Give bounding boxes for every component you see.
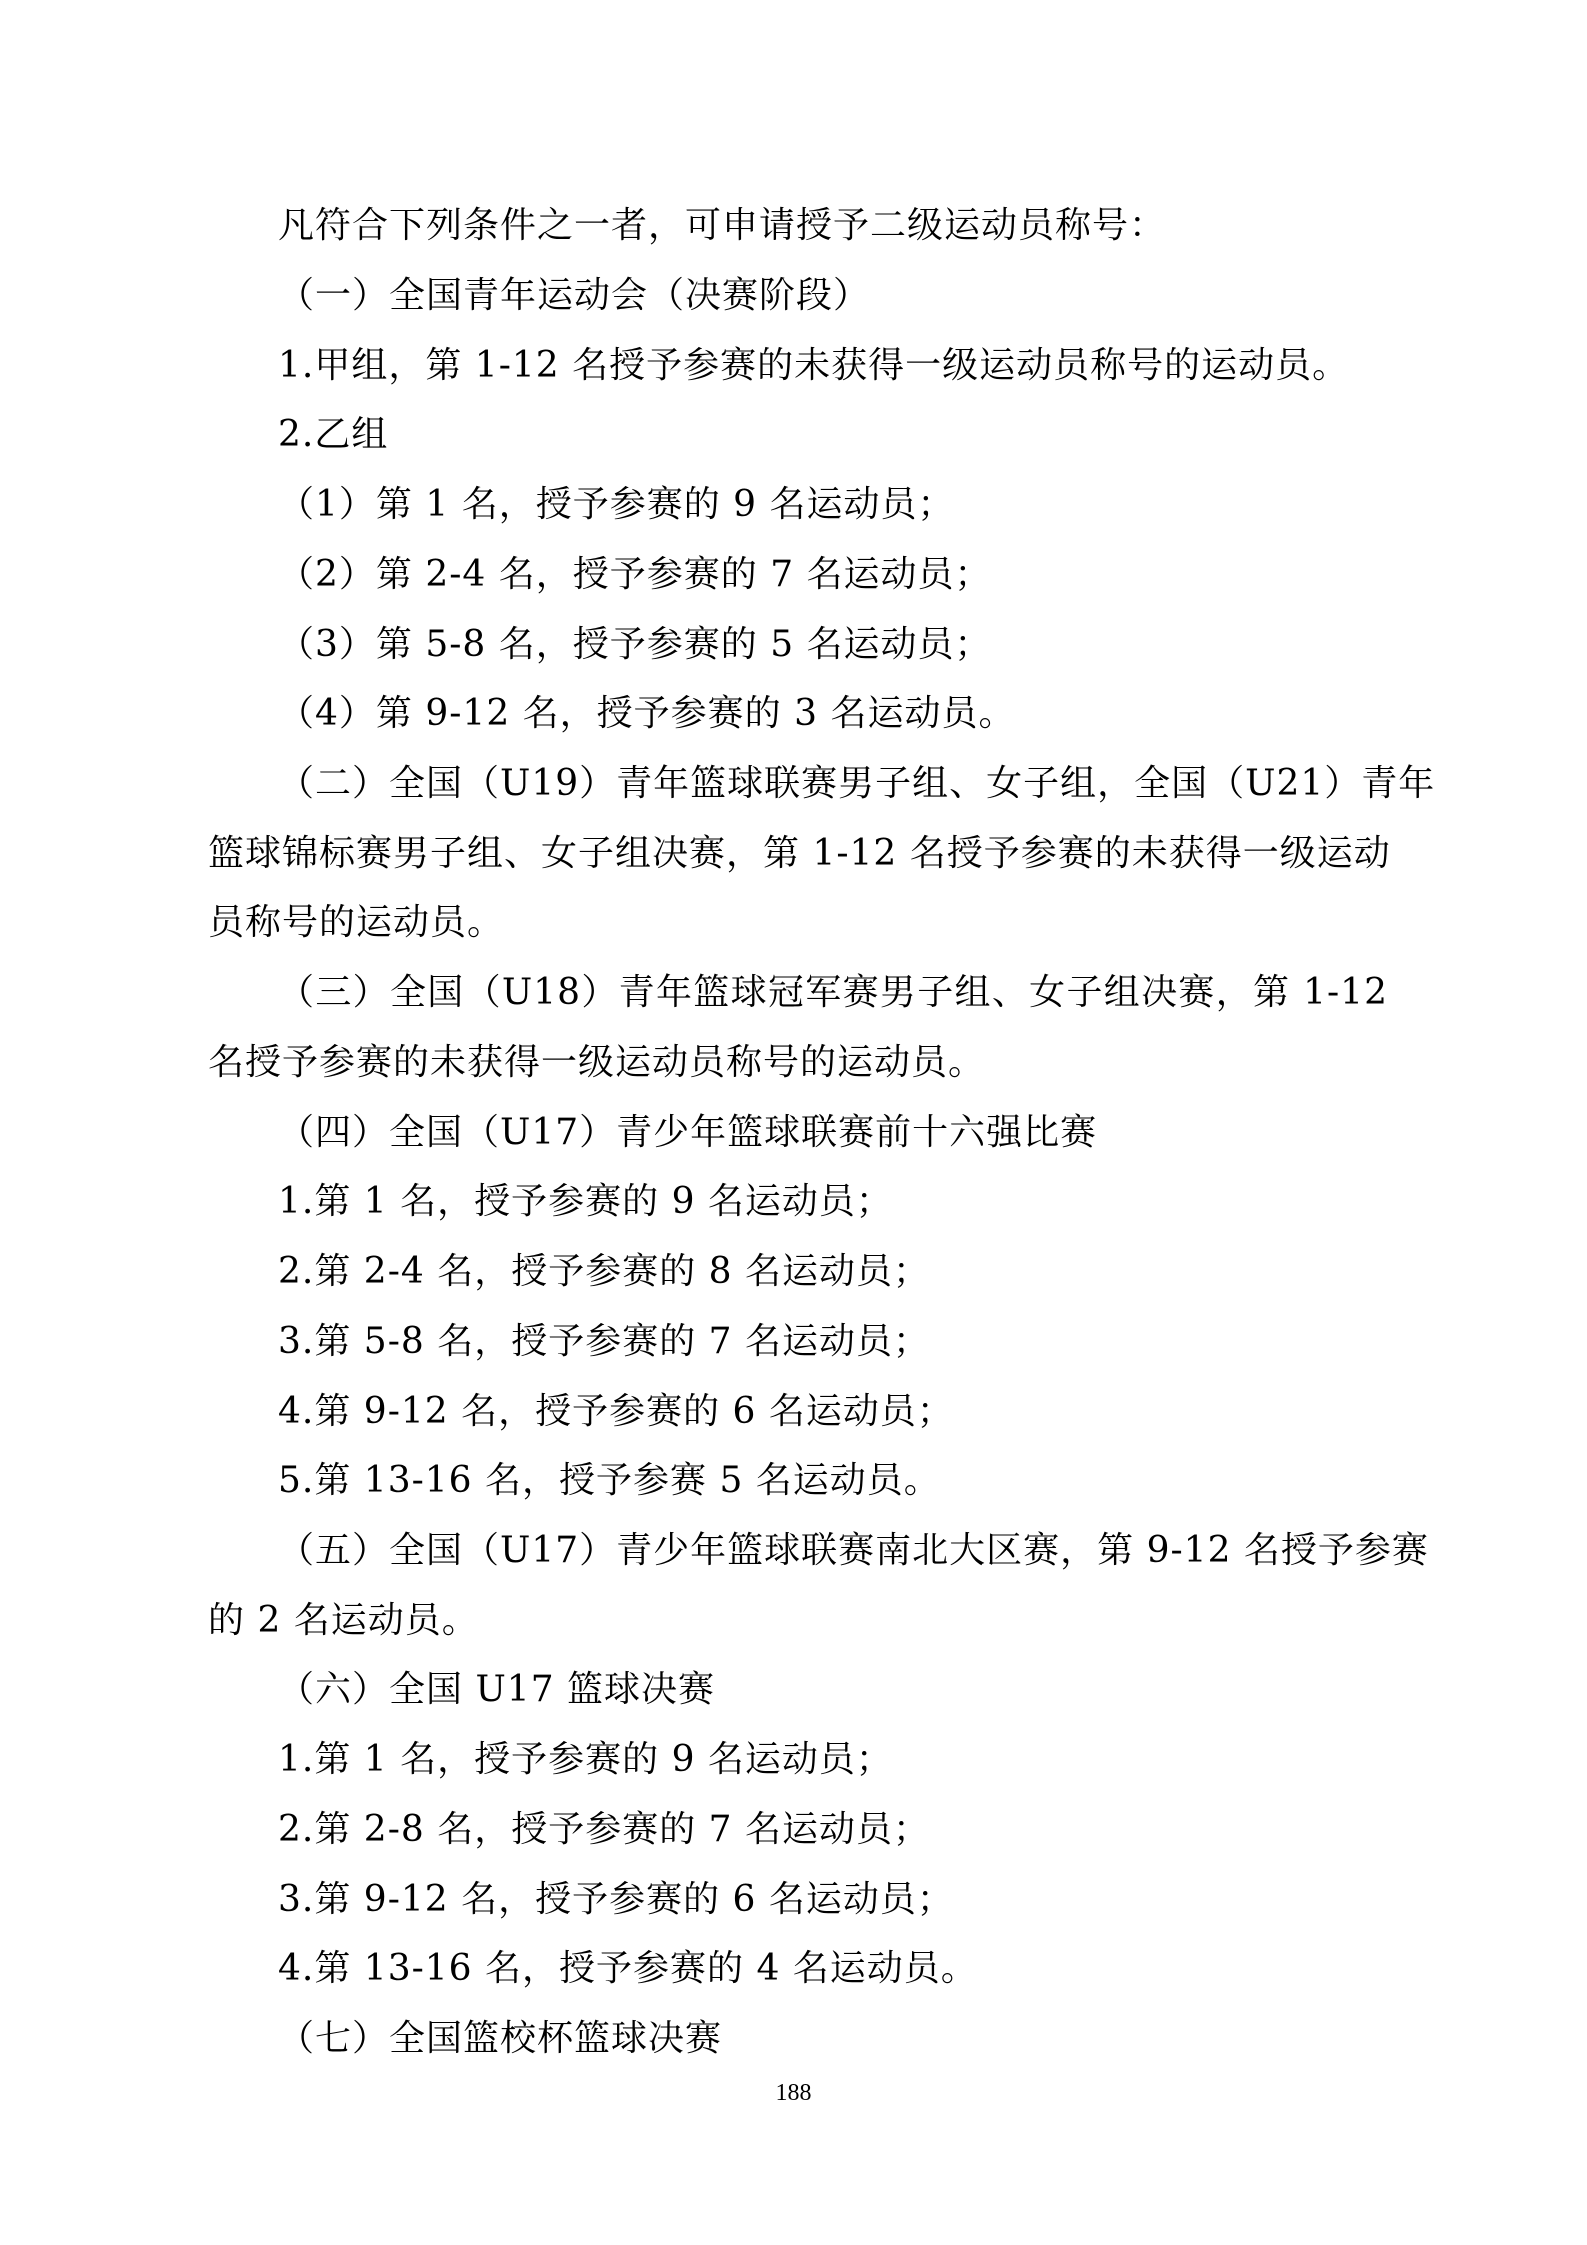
list-item: 5.第 13-16 名，授予参赛 5 名运动员。 <box>278 1460 941 1501</box>
section-heading-4: （四）全国（U17）青少年篮球联赛前十六强比赛 <box>278 1112 1098 1153</box>
list-item: 1.甲组，第 1-12 名授予参赛的未获得一级运动员称号的运动员。 <box>278 345 1350 386</box>
page-number: 188 <box>775 2080 812 2106</box>
paragraph-line: 员称号的运动员。 <box>208 902 505 943</box>
list-item: 4.第 13-16 名，授予参赛的 4 名运动员。 <box>278 1948 978 1989</box>
section-heading-2: （二）全国（U19）青年篮球联赛男子组、女子组，全国（U21）青年 <box>278 763 1436 804</box>
paragraph-line: 的 2 名运动员。 <box>208 1600 479 1641</box>
list-item: 2.乙组 <box>278 414 389 455</box>
list-item: （1）第 1 名，授予参赛的 9 名运动员； <box>278 484 955 525</box>
list-item: （4）第 9-12 名，授予参赛的 3 名运动员。 <box>278 693 1016 734</box>
list-item: 2.第 2-4 名，授予参赛的 8 名运动员； <box>278 1251 930 1292</box>
section-heading-6: （六）全国 U17 篮球决赛 <box>278 1669 716 1710</box>
list-item: 2.第 2-8 名，授予参赛的 7 名运动员； <box>278 1809 930 1850</box>
section-heading-5: （五）全国（U17）青少年篮球联赛南北大区赛，第 9-12 名授予参赛 <box>278 1530 1429 1571</box>
section-heading-7: （七）全国篮校杯篮球决赛 <box>278 2018 723 2059</box>
paragraph-intro: 凡符合下列条件之一者，可申请授予二级运动员称号： <box>278 205 1167 246</box>
section-heading-3: （三）全国（U18）青年篮球冠军赛男子组、女子组决赛，第 1-12 <box>278 972 1388 1013</box>
list-item: 1.第 1 名，授予参赛的 9 名运动员； <box>278 1181 893 1222</box>
list-item: （3）第 5-8 名，授予参赛的 5 名运动员； <box>278 624 992 665</box>
list-item: 4.第 9-12 名，授予参赛的 6 名运动员； <box>278 1391 954 1432</box>
section-heading-1: （一）全国青年运动会（决赛阶段） <box>278 275 871 316</box>
list-item: 3.第 5-8 名，授予参赛的 7 名运动员； <box>278 1321 930 1362</box>
paragraph-line: 名授予参赛的未获得一级运动员称号的运动员。 <box>208 1042 986 1083</box>
paragraph-line: 篮球锦标赛男子组、女子组决赛，第 1-12 名授予参赛的未获得一级运动 <box>208 833 1391 874</box>
list-item: 3.第 9-12 名，授予参赛的 6 名运动员； <box>278 1879 954 1920</box>
list-item: （2）第 2-4 名，授予参赛的 7 名运动员； <box>278 554 992 595</box>
list-item: 1.第 1 名，授予参赛的 9 名运动员； <box>278 1739 893 1780</box>
